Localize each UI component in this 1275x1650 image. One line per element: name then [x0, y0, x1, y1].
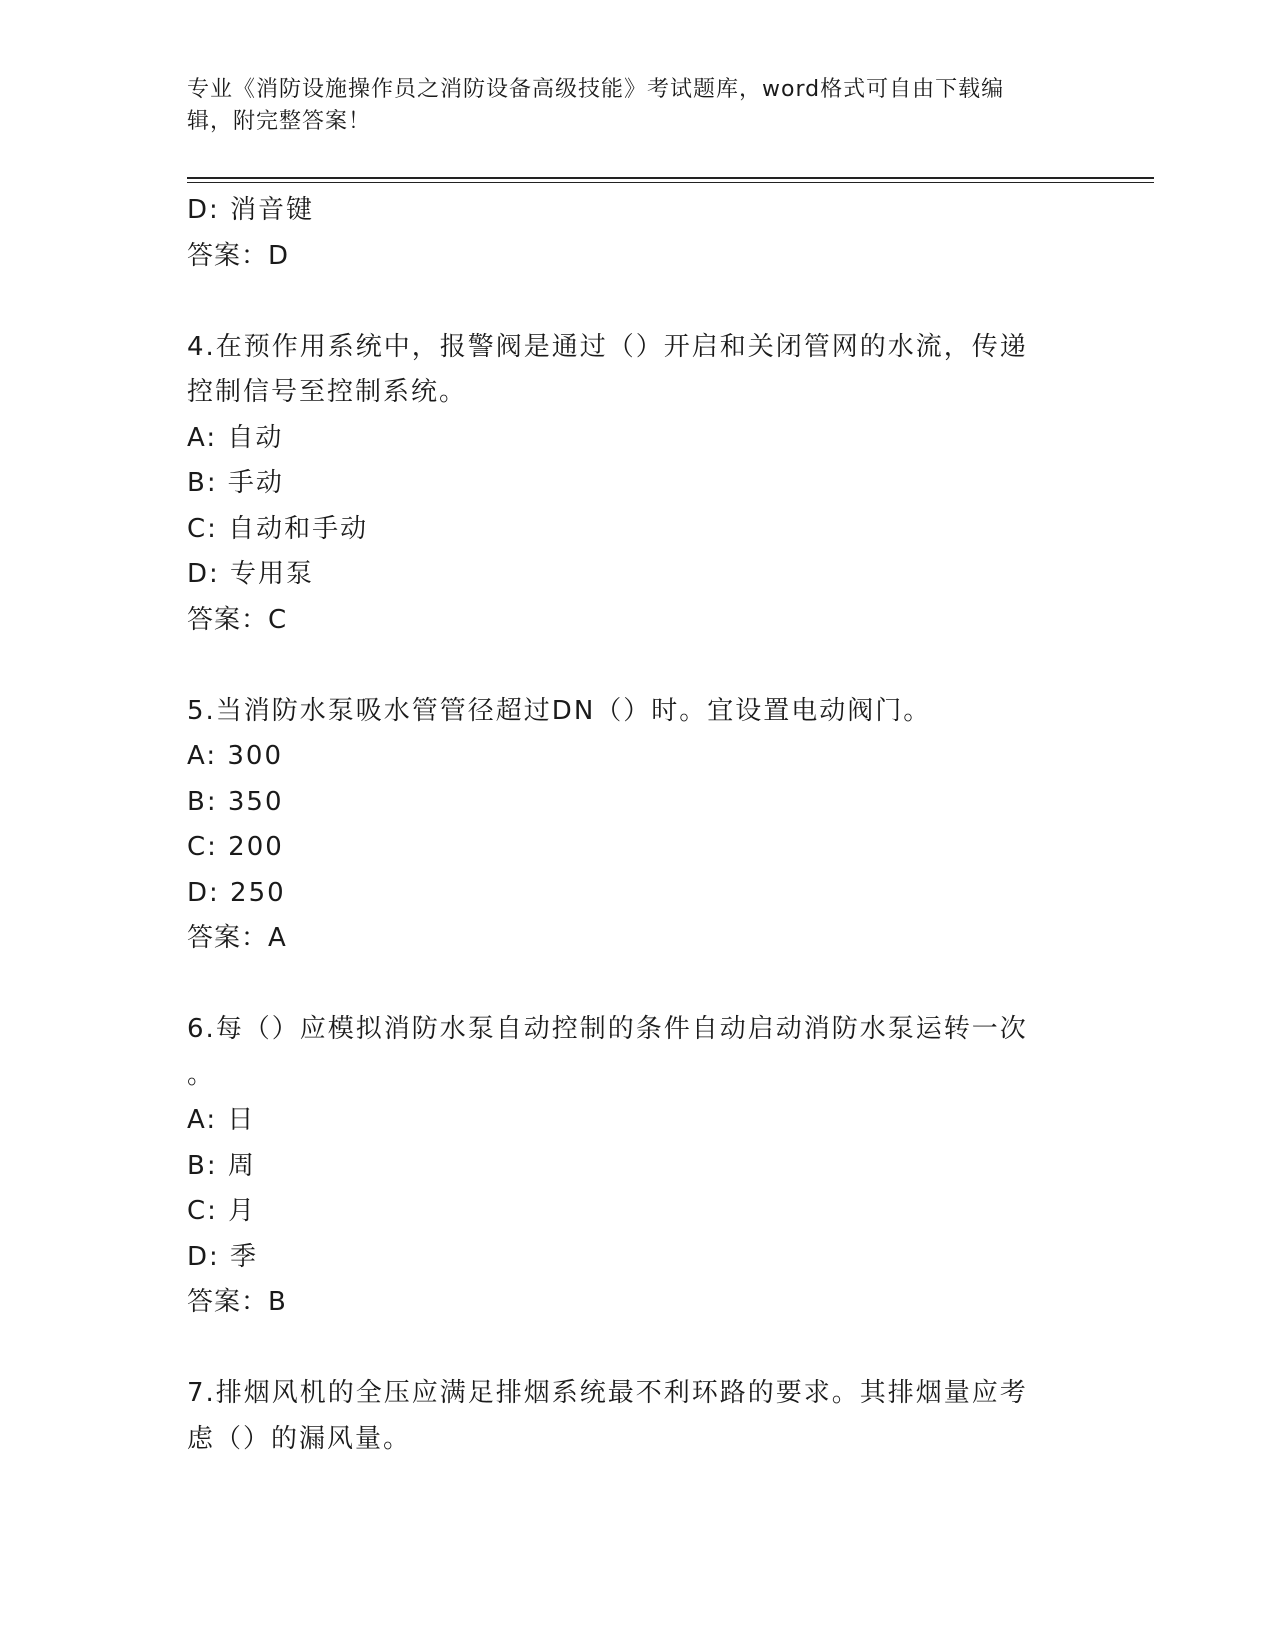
q4-option-d: D: 专用泵 [187, 559, 315, 589]
q5-option-b: B: 350 [187, 786, 284, 817]
q3-option-d: D: 消音键 [187, 195, 315, 225]
q6-option-c: C: 月 [187, 1196, 257, 1226]
q5-answer: 答案：A [187, 923, 287, 953]
q5-stem-line-1: 5.当消防水泵吸水管管径超过DN（）时。宜设置电动阀门。 [187, 695, 932, 726]
header-divider-thick [187, 177, 1154, 179]
spacer [187, 643, 1067, 689]
question-list [187, 188, 1067, 1462]
q5-option-d: D: 250 [187, 877, 286, 908]
q5-option-c: C: 200 [187, 832, 284, 862]
spacer [187, 962, 1067, 1008]
q6-stem-line-2: 。 [187, 1059, 216, 1090]
spacer [187, 1326, 1067, 1372]
q4-answer: 答案：C [187, 604, 288, 635]
q5-option-a: A: 300 [187, 741, 283, 771]
q4-option-c: C: 自动和手动 [187, 513, 369, 544]
q6-stem-line-1: 6.每（）应模拟消防水泵自动控制的条件自动启动消防水泵运转一次 [187, 1014, 1028, 1044]
q4-stem-line-2: 控制信号至控制系统。 [187, 377, 468, 407]
spacer [187, 279, 1067, 325]
header-divider-thin [187, 182, 1154, 183]
header-line-2: 辑，附完整答案！ [187, 109, 372, 134]
q3-answer: 答案：D [187, 240, 290, 271]
q6-answer: 答案：B [187, 1287, 287, 1317]
q4-stem-line-1: 4.在预作用系统中，报警阀是通过（）开启和关闭管网的水流，传递 [187, 331, 1028, 362]
q6-option-b: B: 周 [187, 1150, 256, 1181]
q4-option-b: B: 手动 [187, 468, 284, 498]
q7-stem-line-2: 虑（）的漏风量。 [187, 1423, 412, 1454]
q4-option-a: A: 自动 [187, 422, 284, 453]
q7-stem-line-1: 7.排烟风机的全压应满足排烟系统最不利环路的要求。其排烟量应考 [187, 1378, 1028, 1408]
q6-option-a: A: 日 [187, 1105, 256, 1135]
q6-option-d: D: 季 [187, 1241, 259, 1272]
document-header [187, 74, 1067, 138]
header-line-1: 专业《消防设施操作员之消防设备高级技能》考试题库，word格式可自由下载编 [187, 77, 1005, 102]
